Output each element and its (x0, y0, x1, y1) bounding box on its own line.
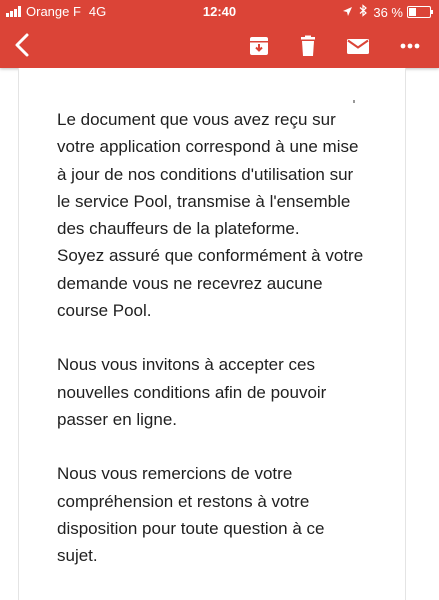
email-paragraph (57, 106, 377, 324)
text-line: votre application correspond à une mise (57, 137, 359, 157)
battery-icon (407, 6, 431, 18)
email-paragraph (57, 460, 377, 569)
mark-unread-button[interactable] (344, 32, 372, 60)
archive-button[interactable] (245, 32, 273, 60)
cut-off-text-mark (353, 100, 355, 103)
text-line: le service Pool, transmise à l'ensemble (57, 191, 351, 211)
status-bar-right (336, 4, 431, 20)
delete-button[interactable] (294, 32, 322, 60)
text-line: passer en ligne. (57, 409, 178, 429)
text-line: course Pool. (57, 301, 152, 321)
email-toolbar (0, 24, 439, 66)
email-content (18, 68, 406, 600)
status-bar (0, 0, 439, 22)
battery-level (409, 8, 416, 16)
battery-percent: 36 % (373, 4, 403, 20)
email-body (57, 106, 377, 596)
text-line: à jour de nos conditions d'utilisation sur (57, 164, 354, 184)
text-line: Soyez assuré que conformément à votre (57, 246, 364, 266)
status-time: 12:40 (202, 4, 237, 19)
more-options-button[interactable] (396, 32, 424, 60)
text-line: disposition pour toute question à ce (57, 518, 325, 538)
network-type: 4G (88, 4, 107, 19)
text-line: Nous vous remercions de votre (57, 464, 293, 484)
archive-icon (245, 32, 273, 60)
email-paragraph (57, 351, 377, 433)
text-line: Nous vous invitons à accepter ces (57, 355, 315, 375)
bluetooth-icon (359, 4, 367, 20)
more-horizontal-icon (396, 32, 424, 60)
text-line: nouvelles conditions afin de pouvoir (57, 382, 327, 402)
envelope-icon (344, 32, 372, 60)
back-button[interactable] (8, 30, 38, 60)
app-header (0, 0, 439, 68)
carrier-name: Orange F (26, 4, 81, 19)
text-line: des chauffeurs de la plateforme. (57, 219, 300, 239)
chevron-left-icon (8, 30, 38, 60)
text-line: sujet. (57, 546, 98, 566)
text-line: Le document que vous avez reçu sur (57, 110, 336, 129)
text-line: compréhension et restons à votre (57, 491, 310, 511)
text-line: demande vous ne recevrez aucune (57, 273, 323, 293)
location-arrow-icon (342, 5, 353, 20)
trash-icon (294, 32, 322, 60)
